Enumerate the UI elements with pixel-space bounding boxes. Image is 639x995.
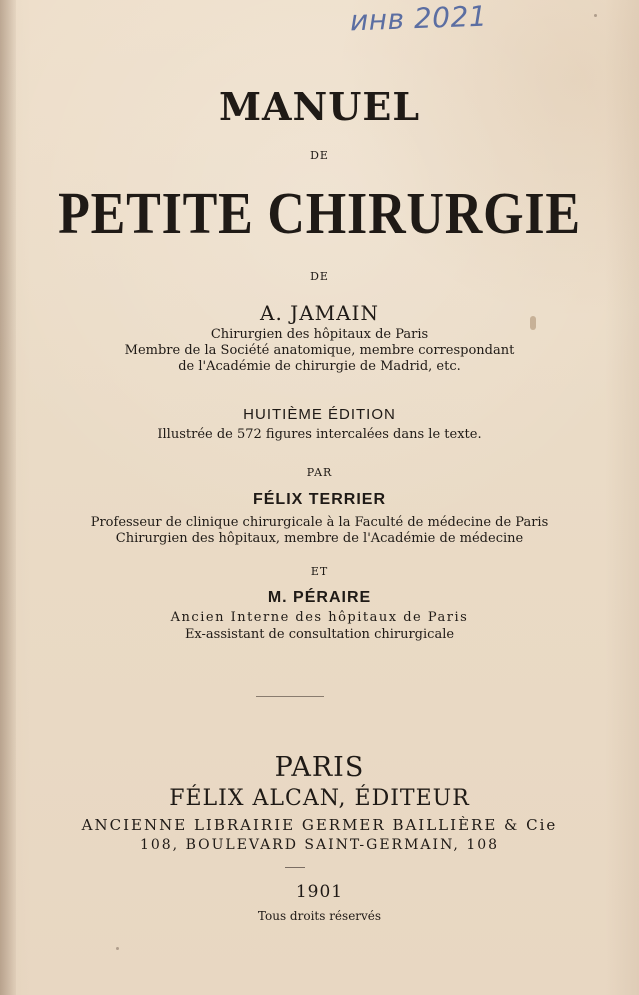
et-label: ET (310, 565, 329, 578)
author-affiliation-2: Membre de la Société anatomique, membre correspondant (124, 343, 515, 358)
imprint-address: 108, BOULEVARD SAINT-GERMAIN, 108 (139, 837, 500, 853)
author-affiliation-1: Chirurgien des hôpitaux de Paris (210, 327, 429, 342)
imprint-city: PARIS (274, 752, 365, 783)
terrier-affiliation-2: Chirurgien des hôpitaux, membre de l'Académie de médecine (115, 531, 524, 546)
preposition-de-author: DE (310, 270, 329, 283)
paper-speck (594, 14, 597, 17)
peraire-affiliation-1: Ancien Interne des hôpitaux de Paris (170, 610, 469, 625)
author-name: A. JAMAIN (260, 301, 379, 325)
par-label: PAR (306, 466, 333, 479)
imprint-library: ANCIENNE LIBRAIRIE GERMER BAILLIÈRE & Cie (81, 816, 558, 834)
paper-speck (116, 947, 119, 950)
rights-note: Tous droits réservés (257, 909, 382, 923)
figures-note: Illustrée de 572 figures intercalées dans le texte. (157, 427, 482, 442)
inventory-annotation: инв 2021 (349, 0, 488, 38)
imprint-publisher: FÉLIX ALCAN, ÉDITEUR (169, 786, 470, 811)
reviser-name-peraire: M. PÉRAIRE (267, 589, 372, 606)
preposition-de-top: DE (310, 149, 329, 162)
manual-word: MANUEL (218, 84, 421, 129)
terrier-affiliation-1: Professeur de clinique chirurgicale à la Faculté de médecine de Paris (90, 515, 549, 530)
publication-year: 1901 (295, 882, 344, 902)
author-affiliation-3: de l'Académie de chirurgie de Madrid, etc. (178, 359, 461, 374)
reviser-name-terrier: FÉLIX TERRIER (252, 491, 386, 508)
main-title: PETITE CHIRURGIE (58, 181, 581, 247)
paper-stain (530, 316, 536, 330)
center-divider (256, 696, 324, 697)
peraire-affiliation-2: Ex-assistant de consultation chirurgicale (184, 627, 455, 642)
edition-heading: HUITIÈME ÉDITION (243, 406, 396, 423)
year-divider (285, 867, 305, 868)
